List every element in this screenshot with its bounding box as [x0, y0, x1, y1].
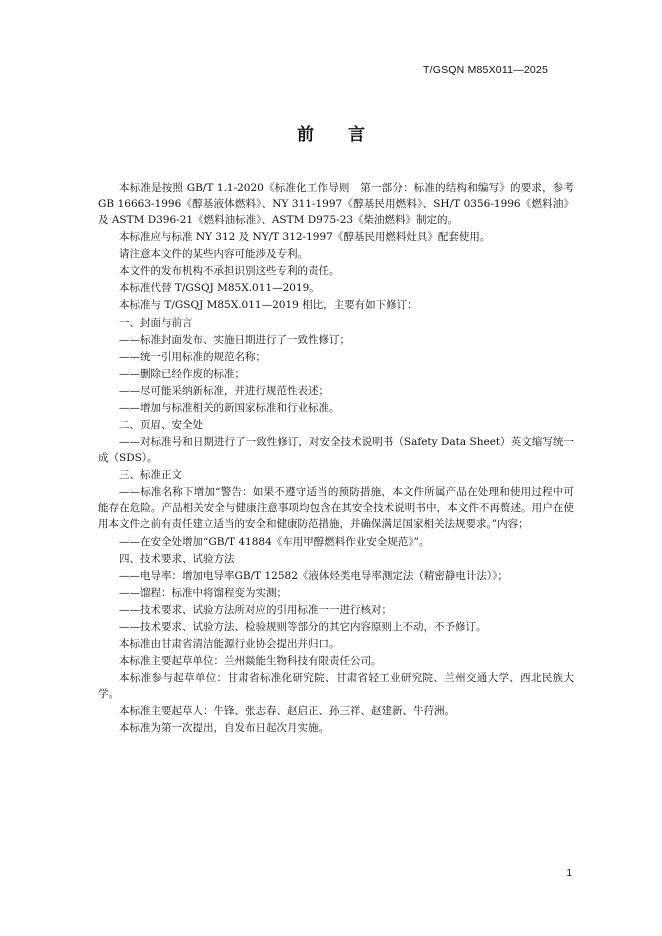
list-item: ——尽可能采纳新标准，并进行规范性表述； [119, 384, 329, 397]
list-item: ——在安全处增加“GB/T 41884《车用甲醇燃料作业安全规范》”。 [119, 535, 430, 548]
list-item: ——电导率：增加电导率GB/T 12582《液体烃类电导率测定法（精密静电计法）》； [119, 569, 508, 582]
section-heading: 三、标准正文 [119, 469, 182, 482]
paragraph: 本标准与 T/GSQJ M85X.011—2019 相比，主要有如下修订： [119, 299, 418, 312]
list-item: ——标准名称下增加“警告：如果不遵守适当的预防措施，本文件所属产品在处理和使用过程中可能存在危险。产品相关安全与健康注意事项均包含在其安全技术说明书中，本文件不再赘述。用户在使用本文件之前有责任建立适当的安全和健康防范措施，并确保满足国家相关法规要求。”内容； [98, 486, 574, 531]
paragraph: 本标准主要起草单位：兰州燚能生物科技有限责任公司。 [119, 655, 382, 668]
list-item: ——技术要求、试验方法所对应的引用标准一一进行核对； [119, 603, 392, 616]
list-item: ——统一引用标准的规范名称； [119, 350, 266, 363]
list-item: ——对标准号和日期进行了一致性修订，对安全技术说明书（Safety Data Sheet）英文缩写统一成（SDS）。 [98, 436, 574, 465]
paragraph: 本标准为第一次提出，自发布日起次月实施。 [119, 722, 329, 735]
document-code-header: T/GSQN M85X011—2025 [423, 64, 548, 76]
paragraph: 本文件的发布机构不承担识别这些专利的责任。 [119, 265, 340, 278]
page-number: 1 [566, 868, 572, 879]
paragraph: 本标准是按照 GB/T 1.1-2020《标准化工作导则 第一部分：标准的结构和编写》的要求，参考 GB 16663-1996《醇基液体燃料》、NY 311-1997《醇基民用燃料》、SH/T 0356-1996《燃料油》及 ASTM D396-21《燃料油标准》、ASTM D975-23《柴油燃料》制定的。 [98, 182, 574, 226]
section-heading: 二、页眉、安全处 [119, 419, 203, 432]
paragraph: 本标准应与标准 NY 312 及 NY/T 312-1997《醇基民用燃料灶具》配套使用。 [119, 231, 491, 244]
paragraph: 本标准参与起草单位：甘肃省标准化研究院、甘肃省轻工业研究院、兰州交通大学、西北民族大学。 [98, 672, 574, 701]
list-item: ——删除已经作废的标准； [119, 367, 245, 380]
page-title: 前言 [297, 125, 399, 145]
list-item: ——标准封面发布、实施日期进行了一致性修订； [119, 333, 350, 346]
list-item: ——馏程：标准中将馏程变为实测； [119, 586, 287, 599]
paragraph: 本标准代替 T/GSQJ M85X.011—2019。 [119, 282, 320, 295]
section-heading: 四、技术要求、试验方法 [119, 552, 235, 565]
paragraph: 本标准主要起草人：牛锋、张志春、赵启正、孙三祥、赵建新、牛荇洲。 [119, 705, 455, 718]
section-heading: 一、封面与前言 [119, 316, 193, 329]
paragraph: 请注意本文件的某些内容可能涉及专利。 [119, 248, 308, 261]
paragraph: 本标准由甘肃省清洁能源行业协会提出并归口。 [119, 638, 340, 651]
foreword-body [98, 180, 574, 738]
list-item: ——技术要求、试验方法、检验规则等部分的其它内容原则上不动，不予修订。 [119, 620, 487, 633]
list-item: ——增加与标准相关的新国家标准和行业标准。 [119, 402, 340, 415]
